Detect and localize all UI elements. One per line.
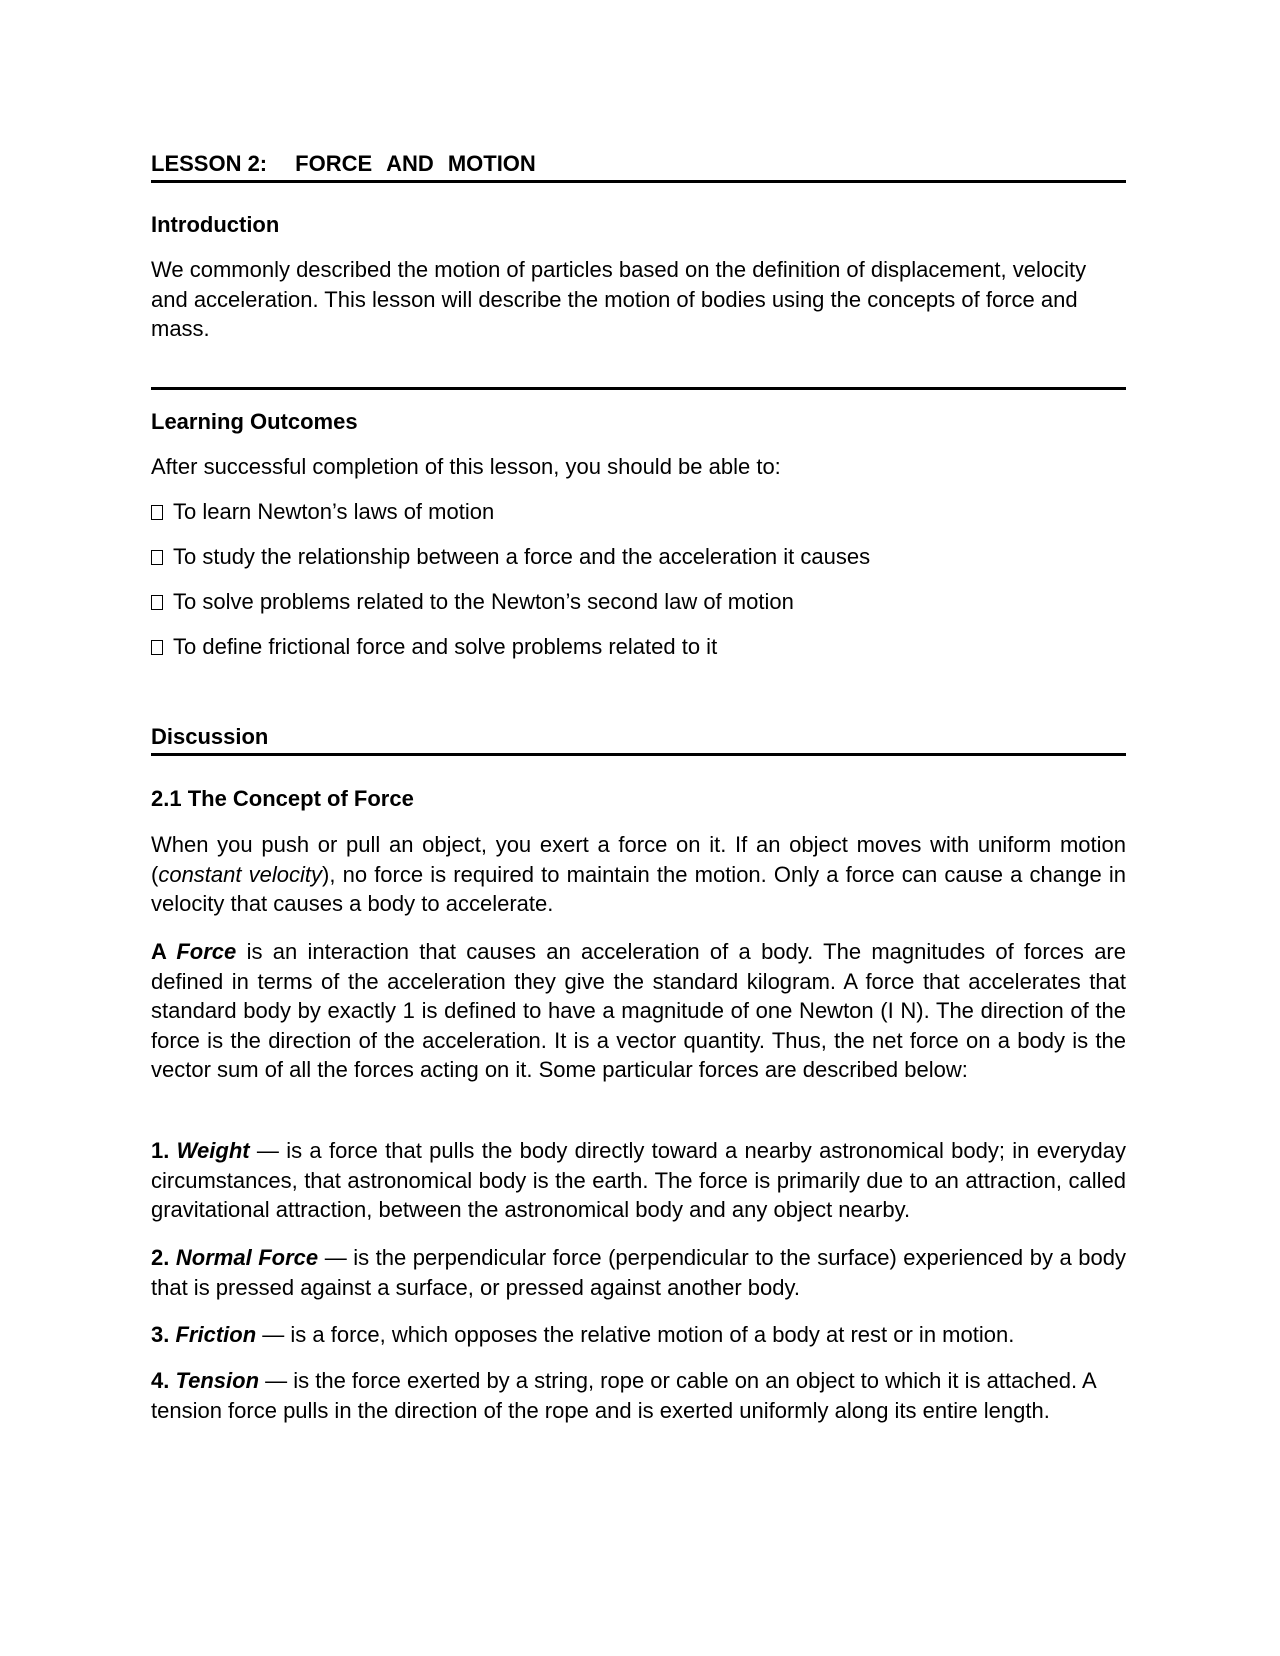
outcome-item-text: To study the relationship between a force and the acceleration it causes <box>173 544 871 569</box>
force-item-tension: 4. Tension — is the force exerted by a string, rope or cable on an object to which it is attached. A tension force pulls in the direction of the rope and is exerted uniformly along its entire length. <box>151 1368 1096 1423</box>
force-item-term: Friction <box>175 1322 257 1347</box>
lesson-word-force: FORCE <box>295 151 373 176</box>
checkbox-icon <box>151 595 163 610</box>
introduction-text: We commonly described the motion of particles based on the definition of displacement, velocity and acceleration. This lesson will describe the motion of bodies using the concepts of force and mass. <box>151 257 1087 341</box>
introduction-heading: Introduction <box>151 212 280 237</box>
outcome-item-text: To solve problems related to the Newton’s second law of motion <box>173 589 794 614</box>
outcome-item-text: To define frictional force and solve problems related to it <box>173 634 718 659</box>
force-item-friction: 3. Friction — is a force, which opposes the relative motion of a body at rest or in motion. <box>151 1322 1015 1347</box>
lesson-label: LESSON 2: <box>151 151 268 176</box>
subsection-title: 2.1 The Concept of Force <box>151 786 414 811</box>
outcome-item <box>151 633 717 661</box>
learning-outcomes-heading: Learning Outcomes <box>151 409 358 434</box>
force-item-normal: 2. Normal Force — is the perpendicular force (perpendicular to the surface) experienced by a body that is pressed against a surface, or pressed against another body. <box>151 1245 1126 1300</box>
outcome-item-text: To learn Newton’s laws of motion <box>173 499 495 524</box>
checkbox-icon <box>151 640 163 655</box>
discussion-heading: Discussion <box>151 723 1126 756</box>
outcome-item <box>151 498 494 526</box>
outcome-item <box>151 588 794 616</box>
force-item-term: Weight <box>176 1138 250 1163</box>
force-definition-paragraph: A Force is an interaction that causes an acceleration of a body. The magnitudes of forces are defined in terms of the acceleration they give the standard kilogram. A force that accelerates that standard body by exactly 1 is defined to have a magnitude of one Newton (I N). The direction of the force is the direction of the acceleration. It is a vector quantity. Thus, the net force on a body is the vector sum of all the forces acting on it. Some particular forces are described below: <box>151 939 1126 1082</box>
lesson-title <box>151 150 1126 183</box>
lesson-word-and: AND <box>386 151 434 176</box>
italic-term: constant velocity <box>158 861 322 887</box>
checkbox-icon <box>151 505 163 520</box>
force-item-term: Tension <box>175 1368 260 1393</box>
learning-outcomes-lead: After successful completion of this lesson, you should be able to: <box>151 454 781 479</box>
outcome-item <box>151 543 870 571</box>
force-item-weight: 1. Weight — is a force that pulls the body directly toward a nearby astronomical body; in everyday circumstances, that astronomical body is the earth. The force is primarily due to an attraction, called gravitational attraction, between the astronomical body and any object nearby. <box>151 1138 1126 1222</box>
force-item-term: Normal Force <box>175 1245 319 1270</box>
section-divider <box>151 387 1126 390</box>
checkbox-icon <box>151 550 163 565</box>
force-term: Force <box>176 939 237 964</box>
concept-paragraph: When you push or pull an object, you exert a force on it. If an object moves with uniform motion (constant velocity), no force is required to maintain the motion. Only a force can cause a change in velocity that causes a body to accelerate. <box>151 832 1126 916</box>
lesson-word-motion: MOTION <box>447 151 536 176</box>
